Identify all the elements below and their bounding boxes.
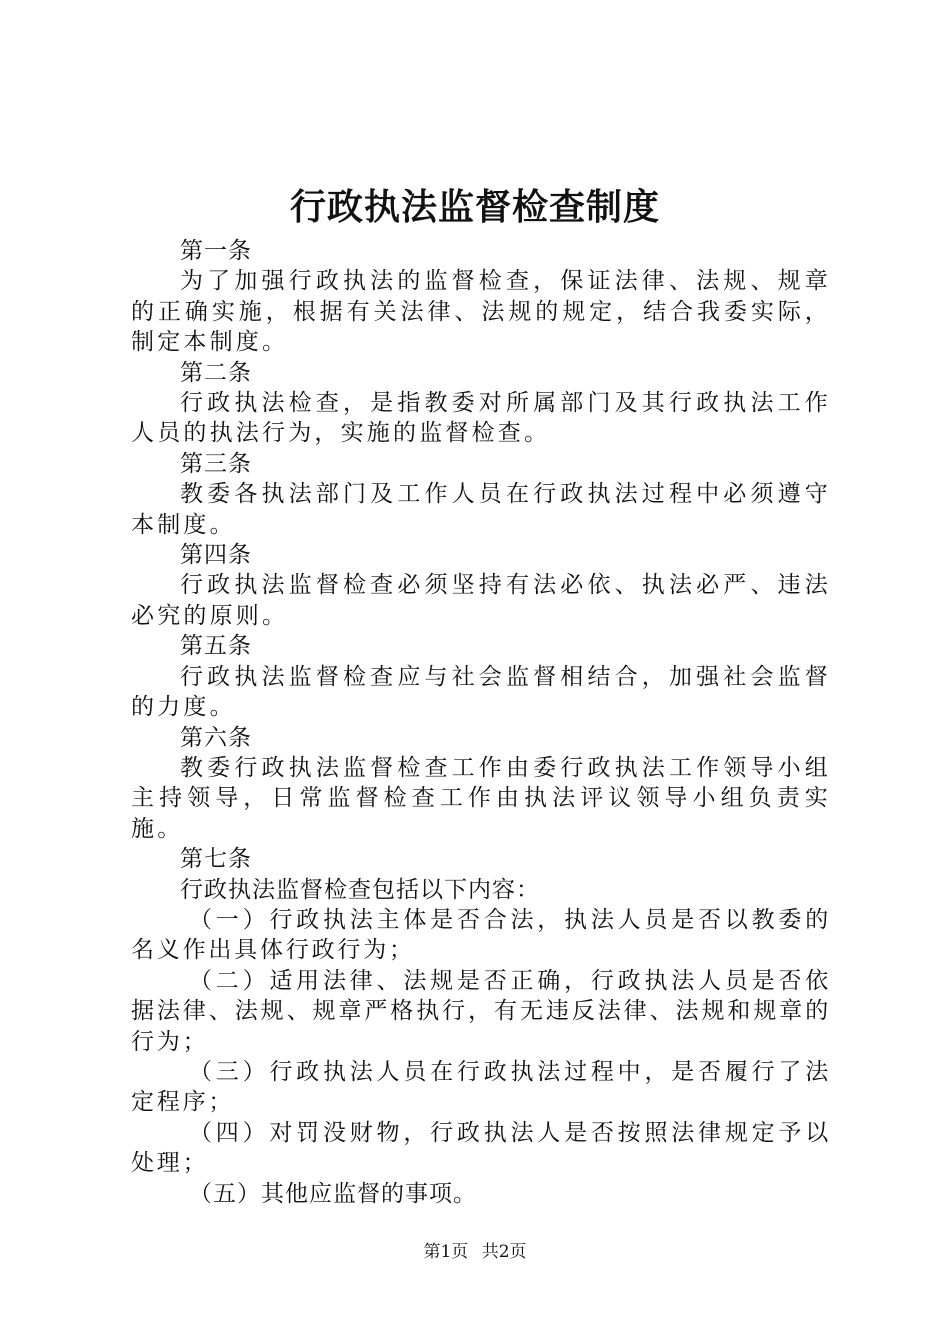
page-number: 第1页 [423, 1242, 469, 1262]
document-title: 行政执法监督检查制度 [289, 186, 660, 228]
document-body [131, 236, 831, 1209]
article-heading: 第七条 [180, 846, 252, 873]
article-paragraph: 教委各执法部门及工作人员在行政执法过程中必须遵守本制度。 [131, 481, 831, 538]
article-paragraph: 为了加强行政执法的监督检查，保证法律、法规、规章的正确实施，根据有关法律、法规的规定，结合我委实际，制定本制度。 [131, 268, 831, 356]
list-item: （一）行政执法主体是否合法，执法人员是否以教委的名义作出具体行政行为； [131, 906, 831, 964]
article-1 [131, 236, 831, 358]
article-heading: 第六条 [180, 724, 252, 751]
article-paragraph: 行政执法检查，是指教委对所属部门及其行政执法工作人员的执法行为，实施的监督检查。 [131, 390, 831, 447]
article-heading: 第二条 [180, 359, 252, 386]
article-4 [131, 540, 831, 631]
article-6 [131, 723, 831, 845]
article-2 [131, 358, 831, 449]
article-paragraph: 教委行政执法监督检查工作由委行政执法工作领导小组主持领导，日常监督检查工作由执法评议领导小组负责实施。 [131, 754, 831, 842]
article-5 [131, 631, 831, 722]
article-3 [131, 449, 831, 540]
article-heading: 第五条 [180, 633, 252, 660]
article-heading: 第四条 [180, 542, 252, 569]
article-7 [131, 844, 831, 1209]
article-heading: 第一条 [180, 238, 252, 264]
page-total: 共2页 [481, 1242, 527, 1262]
list-item: （三）行政执法人员在行政执法过程中，是否履行了法定程序； [131, 1058, 831, 1116]
article-paragraph: 行政执法监督检查必须坚持有法必依、执法必严、违法必究的原则。 [131, 572, 831, 629]
article-paragraph: 行政执法监督检查应与社会监督相结合，加强社会监督的力度。 [131, 663, 831, 721]
list-item: （二）适用法律、法规是否正确，行政执法人员是否依据法律、法规、规章严格执行，有无违反法律、法规和规章的行为； [131, 967, 831, 1055]
list-item: （四）对罚没财物，行政执法人是否按照法律规定予以处理； [131, 1119, 831, 1177]
article-paragraph: 行政执法监督检查包括以下内容： [180, 876, 540, 903]
list-item: （五）其他应监督的事项。 [189, 1180, 477, 1207]
article-heading: 第三条 [180, 450, 252, 477]
page-footer [0, 1240, 950, 1264]
